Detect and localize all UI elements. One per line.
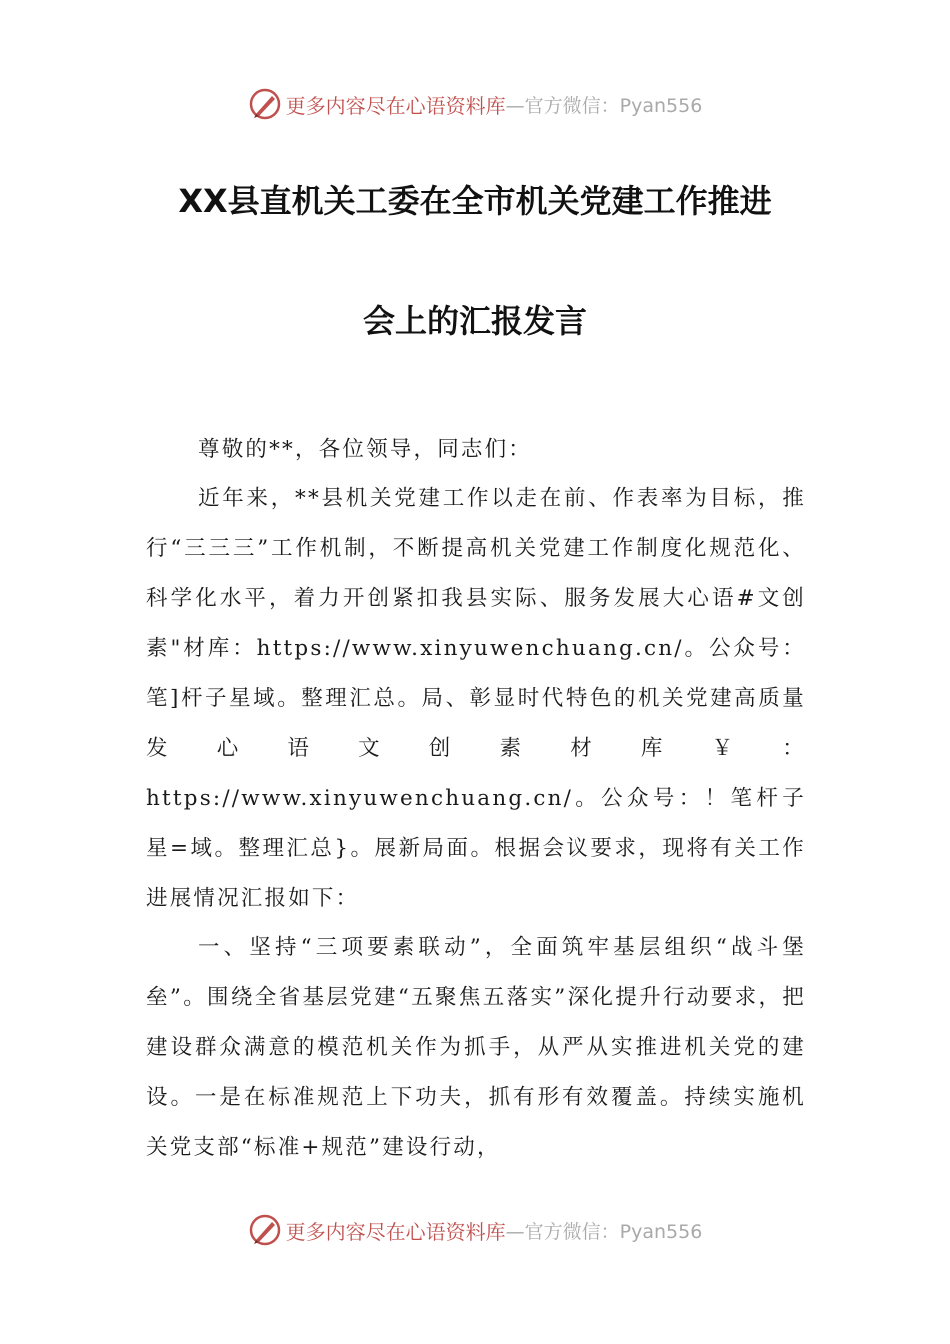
watermark-right-text: —官方微信：Pyan556 [505, 94, 703, 117]
body-paragraph-1: 近年来，**县机关党建工作以走在前、作表率为目标，推行“三三三”工作机制，不断提高机关党建工作制度化规范化、科学化水平，着力开创紧扣我县实际、服务发展大心语#文创素"材库：https://www.xinyuwenchuang.cn/。公众号：笔]杆子星域。整理汇总。局、彰显时代特色的机关党建高质量发心语文创素材库￥：https://www.xinyuwenchuang.cn/。公众号：！笔杆子星=域。整理汇总}。展新局面。根据会议要求，现将有关工作进展情况汇报如下： [146, 486, 806, 911]
watermark-banner-bottom [0, 1210, 950, 1250]
greeting-paragraph: 尊敬的**，各位领导，同志们： [198, 437, 533, 462]
document-title-line2: 会上的汇报发言 [362, 302, 587, 340]
pen-logo-icon [248, 87, 282, 121]
watermark-right-text: —官方微信：Pyan556 [505, 1220, 703, 1243]
pen-logo-icon [248, 1213, 282, 1247]
body-paragraph-2: 一、坚持“三项要素联动”，全面筑牢基层组织“战斗堡垒”。围绕全省基层党建“五聚焦五落实”深化提升行动要求，把建设群众满意的模范机关作为抓手，从严从实推进机关党的建设。一是在标准规范上下功夫，抓有形有效覆盖。持续实施机关党支部“标准+规范”建设行动， [146, 935, 806, 1160]
document-title-line1: XX县直机关工委在全市机关党建工作推进 [178, 182, 772, 220]
watermark-left-text: 更多内容尽在心语资料库 [285, 1219, 506, 1244]
watermark-banner-top [0, 84, 950, 124]
watermark-left-text: 更多内容尽在心语资料库 [285, 93, 506, 118]
